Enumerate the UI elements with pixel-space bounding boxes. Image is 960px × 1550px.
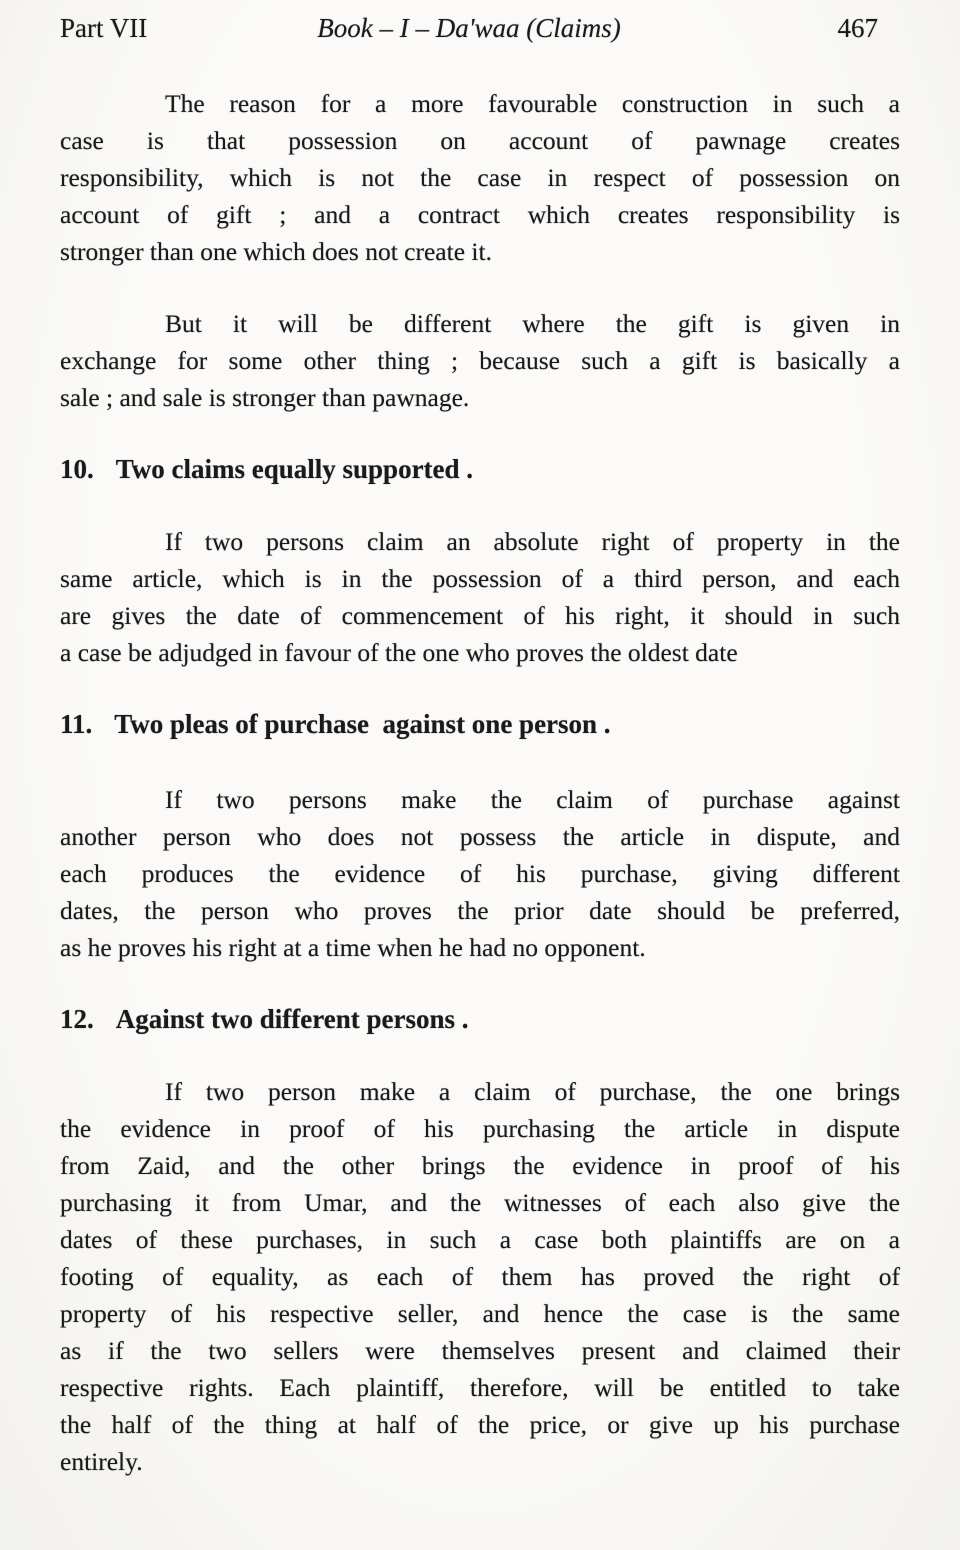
header-part-label: Part VII	[60, 13, 148, 43]
paragraph-line: dates, the person who proves the prior date should be preferred,	[60, 896, 900, 925]
paragraph-line: a case be adjudged in favour of the one who proves the oldest date	[60, 638, 738, 667]
section-title: Two pleas of purchase against one person .	[114, 709, 611, 739]
paragraph	[60, 523, 900, 671]
paragraph-line: stronger than one which does not create it.	[60, 237, 492, 266]
section-heading	[60, 451, 900, 488]
paragraph	[60, 1073, 900, 1480]
paragraph-line: account of gift ; and a contract which creates responsibility is	[60, 200, 900, 229]
paragraph	[60, 781, 900, 966]
paragraph-line: the evidence in proof of his purchasing the article in dispute	[60, 1114, 900, 1143]
section-heading	[60, 1001, 900, 1038]
paragraph-line: sale ; and sale is stronger than pawnage.	[60, 383, 470, 412]
section-heading	[60, 706, 900, 743]
paragraph-line: as he proves his right at a time when he had no opponent.	[60, 933, 646, 962]
paragraph-line: are gives the date of commencement of his right, it should in such	[60, 601, 900, 630]
paragraph-line: another person who does not possess the article in dispute, and	[60, 822, 900, 851]
paragraph-line: If two person make a claim of purchase, the one brings	[165, 1077, 900, 1106]
paragraph-line: But it will be different where the gift is given in	[165, 309, 900, 338]
page-body	[60, 85, 900, 1480]
paragraph-line: If two persons claim an absolute right of property in the	[165, 527, 900, 556]
paragraph-line: dates of these purchases, in such a case both plaintiffs are on a	[60, 1225, 900, 1254]
paragraph-line: same article, which is in the possession of a third person, and each	[60, 564, 900, 593]
paragraph-line: as if the two sellers were themselves present and claimed their	[60, 1336, 900, 1365]
paragraph-line: each produces the evidence of his purchase, giving different	[60, 859, 900, 888]
header-page-number: 467	[837, 13, 878, 43]
section-number: 11.	[60, 709, 93, 739]
header-book-title: Book – I – Da'waa (Claims)	[317, 13, 621, 43]
section-number: 10.	[60, 454, 94, 484]
paragraph-line: entirely.	[60, 1447, 143, 1476]
paragraph-line: from Zaid, and the other brings the evidence in proof of his	[60, 1151, 900, 1180]
paragraph	[60, 85, 900, 270]
paragraph-line: If two persons make the claim of purchase against	[165, 785, 900, 814]
paragraph-line: the half of the thing at half of the price, or give up his purchase	[60, 1410, 900, 1439]
section-number: 12.	[60, 1004, 94, 1034]
paragraph-line: property of his respective seller, and hence the case is the same	[60, 1299, 900, 1328]
section-title: Two claims equally supported .	[115, 454, 474, 484]
paragraph-line: case is that possession on account of pawnage creates	[60, 126, 900, 155]
paragraph-line: responsibility, which is not the case in respect of possession on	[60, 163, 900, 192]
paragraph-line: footing of equality, as each of them has proved the right of	[60, 1262, 900, 1291]
paragraph-line: exchange for some other thing ; because such a gift is basically a	[60, 346, 900, 375]
paragraph-line: respective rights. Each plaintiff, therefore, will be entitled to take	[60, 1373, 900, 1402]
running-header	[60, 10, 900, 46]
paragraph-line: The reason for a more favourable construction in such a	[165, 89, 900, 118]
section-title: Against two different persons .	[115, 1004, 469, 1034]
paragraph	[60, 305, 900, 416]
paragraph-line: purchasing it from Umar, and the witnesses of each also give the	[60, 1188, 900, 1217]
